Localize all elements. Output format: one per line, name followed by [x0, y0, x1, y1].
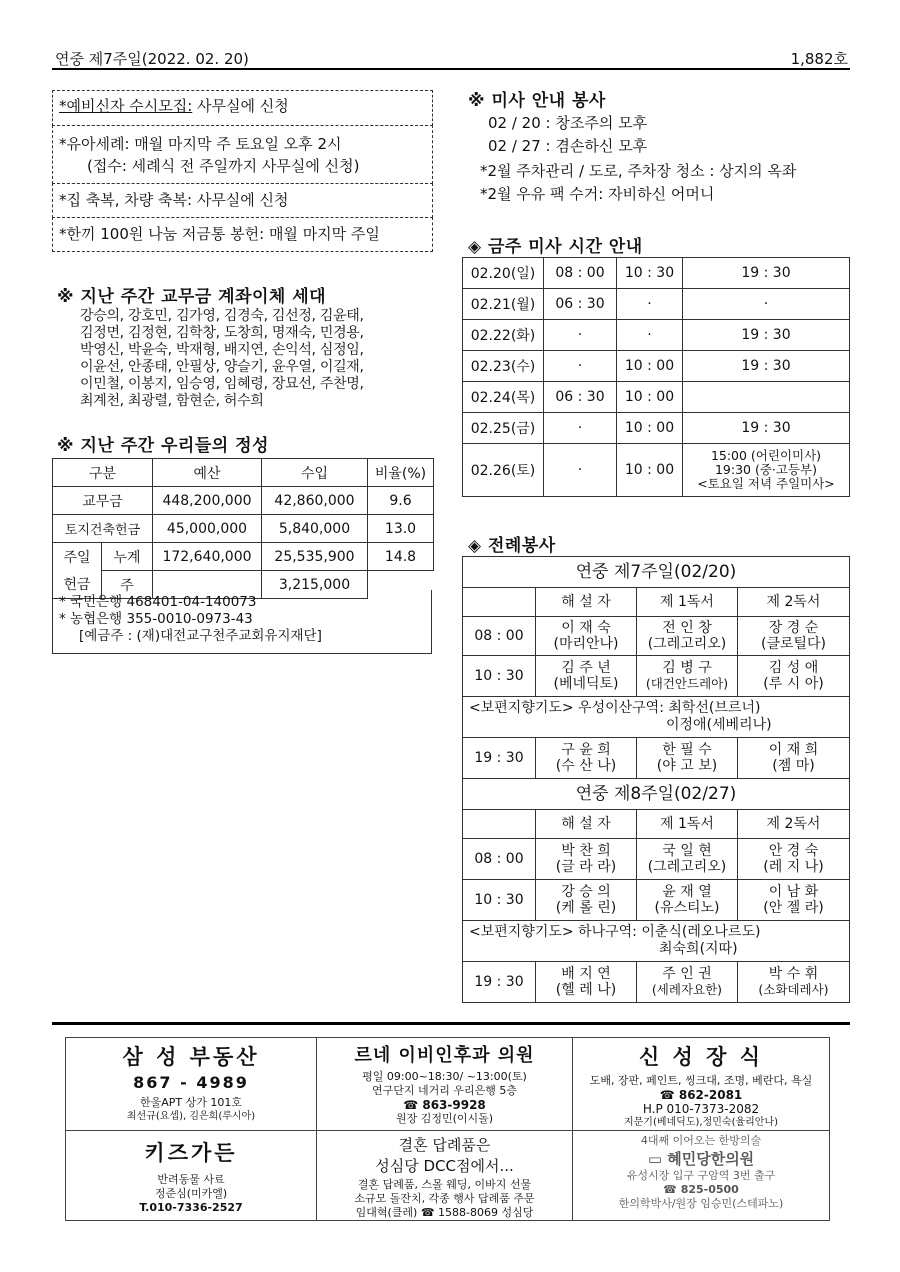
baptismal-name: (젬 마) — [772, 758, 815, 774]
schedule-title: ◈ 금주 미사 시간 안내 — [468, 237, 643, 257]
col-header: 예산 — [153, 459, 262, 487]
commentator-cell — [536, 617, 637, 656]
table-row — [463, 382, 850, 413]
time-cell: · — [617, 289, 683, 320]
baptismal-name: (그레고리오) — [647, 636, 727, 652]
baptismal-name: (야 고 보) — [656, 758, 718, 774]
service-note: *2월 우유 팩 수거: 자비하신 어머니 — [480, 185, 715, 203]
notice-text: (접수: 세례식 전 주일까지 사무실에 신청) — [87, 157, 360, 175]
intercession-line: <보편지향기도> 우성이산구역: 최학선(브르너) — [469, 700, 761, 716]
col-header: 해 설 자 — [536, 588, 637, 617]
ads-grid — [65, 1037, 830, 1221]
row-label: 교무금 — [53, 487, 153, 515]
ad-line: 평일 09:00~18:30/ ~13:00(토) — [362, 1070, 527, 1083]
ad-line: 유성시장 입구 구암역 3번 출구 — [626, 1169, 776, 1182]
table-row — [463, 880, 850, 921]
account-line: * 국민은행 468401-04-140073 — [59, 594, 257, 610]
person-name: 한 필 수 — [662, 742, 712, 758]
week-heading: 연중 제7주일(02/20) — [463, 557, 850, 588]
mass-service-info — [468, 112, 796, 206]
budget-cell: 448,200,000 — [153, 487, 262, 515]
row-sublabel: 누계 — [102, 543, 153, 571]
row-label: 헌금 — [53, 571, 102, 599]
time-cell: 19 : 30 — [683, 320, 850, 351]
ad-phone: ☎ 825-0500 — [663, 1183, 739, 1196]
ad-line: 임대혁(클레) ☎ 1588-8069 성심당 — [355, 1206, 534, 1219]
ad-line: H.P 010-7373-2082 — [642, 1102, 760, 1116]
baptismal-name: (헬 레 나) — [555, 982, 617, 998]
reader2-cell — [738, 839, 850, 880]
time-cell: 06 : 30 — [544, 289, 617, 320]
notice-label: *집 축복, 차량 축복: — [59, 191, 193, 209]
ratio-cell: 9.6 — [368, 487, 434, 515]
income-cell: 25,535,900 — [262, 543, 368, 571]
col-header: 구분 — [53, 459, 153, 487]
date-cell: 02.25(금) — [463, 413, 544, 444]
notice-label: *한끼 100원 나눔 저금통 봉헌: — [59, 225, 265, 243]
time-header — [463, 810, 536, 839]
ad-line: 지문기(베네딕도),정민숙(율리안나) — [623, 1117, 779, 1128]
time-cell: · — [544, 444, 617, 497]
intercession-note — [463, 697, 850, 738]
notice-piggybank — [52, 217, 433, 252]
income-cell: 42,860,000 — [262, 487, 368, 515]
notice-blessing — [52, 183, 433, 218]
ad-line: 소규모 돌잔치, 각종 행사 답례품 주문 — [354, 1192, 535, 1205]
notice-text: 사무실에 신청 — [192, 97, 289, 115]
table-row — [463, 738, 850, 779]
intercession-line: 이정애(세베리나) — [666, 717, 772, 733]
col-header: 제 1독서 — [637, 588, 738, 617]
person-name: 박 찬 희 — [561, 843, 611, 859]
ad-phone: ☎ 863-9928 — [403, 1098, 486, 1112]
person-name: 장 경 순 — [768, 620, 819, 636]
ad-title: 혜민당한의원 — [667, 1150, 755, 1168]
ad-line: 한울APT 상가 101호 — [140, 1096, 242, 1109]
intercession-line: 최숙희(지따) — [659, 941, 738, 957]
ad-line: 원장 김정민(이시돌) — [395, 1112, 494, 1125]
finance-title: ※ 지난 주간 우리들의 정성 — [57, 436, 269, 456]
ad-line: 결혼 답례품, 스몰 웨딩, 이바지 선물 — [357, 1178, 532, 1191]
date-cell: 02.23(수) — [463, 351, 544, 382]
commentator-cell — [536, 962, 637, 1003]
table-row — [53, 543, 434, 571]
time-cell: 19 : 30 — [683, 413, 850, 444]
baptismal-name: (소화데레사) — [758, 982, 829, 997]
time-cell: 19 : 30 — [683, 258, 850, 289]
person-name: 배 지 연 — [561, 966, 611, 982]
ad-kids-garden — [66, 1131, 317, 1221]
ratio-cell: 13.0 — [368, 515, 434, 543]
time-cell: 10 : 30 — [617, 258, 683, 289]
commentator-cell — [536, 656, 637, 697]
time-cell: · — [617, 320, 683, 351]
reader2-cell — [738, 617, 850, 656]
date-cell: 02.22(화) — [463, 320, 544, 351]
budget-cell: 45,000,000 — [153, 515, 262, 543]
baptismal-name: (안 젤 라) — [763, 900, 824, 916]
table-row — [53, 487, 434, 515]
person-name: 김 주 년 — [561, 660, 611, 676]
date-cell: 02.20(일) — [463, 258, 544, 289]
baptismal-name: (루 시 아) — [763, 676, 824, 692]
baptismal-name: (그레고리오) — [647, 859, 727, 875]
reader1-cell — [637, 617, 738, 656]
ad-title: 키즈가든 — [144, 1141, 238, 1165]
ad-line: 최선규(요셉), 김은희(루시아) — [126, 1111, 256, 1122]
ad-title: 르네 이비인후과 의원 — [354, 1045, 535, 1066]
names-line: 김정면, 김정현, 김학창, 도창희, 명재숙, 민경용, — [80, 325, 364, 341]
intercession-note — [463, 921, 850, 962]
ad-line: 4대째 이어오는 한방의술 — [640, 1134, 762, 1147]
transfer-names — [80, 308, 440, 410]
date-cell: 02.26(토) — [463, 444, 544, 497]
service-line: 02 / 20 : 창조주의 모후 — [488, 114, 648, 132]
reader1-cell — [637, 880, 738, 921]
ad-line: 반려동물 사료 — [157, 1173, 225, 1186]
notice-list — [52, 90, 433, 251]
time-cell: 19 : 30 — [683, 351, 850, 382]
time-cell: 08 : 00 — [544, 258, 617, 289]
ad-title: 신 성 장 식 — [638, 1045, 764, 1069]
col-header: 비율(%) — [368, 459, 434, 487]
page-header — [55, 48, 848, 69]
time-cell — [683, 382, 850, 413]
time-cell: 10 : 00 — [617, 351, 683, 382]
table-row — [463, 289, 850, 320]
evening-line: 15:00 (어린이미사) — [710, 448, 822, 463]
issue-date: 연중 제7주일(2022. 02. 20) — [55, 50, 249, 68]
ad-line: 연구단지 네거리 우리은행 5층 — [372, 1084, 517, 1097]
person-name: 이 재 숙 — [561, 620, 611, 636]
reader2-cell — [738, 656, 850, 697]
ad-line: 정준심(미카엘) — [154, 1187, 228, 1200]
ad-phone: ☎ 862-2081 — [659, 1088, 743, 1102]
table-row — [463, 617, 850, 656]
notice-label: *유아세례: — [59, 135, 130, 153]
person-name: 김 병 구 — [662, 660, 712, 676]
date-cell: 02.24(목) — [463, 382, 544, 413]
baptismal-name: (클로틸다) — [760, 636, 827, 652]
account-line: * 농협은행 355-0010-0973-43 — [59, 611, 253, 627]
service-note: *2월 주차관리 / 도로, 주차장 청소 : 상지의 옥좌 — [480, 162, 797, 180]
table-row — [463, 444, 850, 497]
ad-ent-clinic — [317, 1038, 573, 1131]
account-holder: [예금주 : (재)대전교구천주교회유지재단] — [79, 628, 322, 644]
baptismal-name: (글 라 라) — [555, 859, 617, 875]
person-name: 안 경 숙 — [768, 843, 819, 859]
ad-phone: 867 - 4989 — [133, 1073, 249, 1092]
names-line: 이민철, 이봉지, 임승영, 임혜령, 장묘선, 주찬명, — [80, 376, 364, 392]
table-row — [53, 515, 434, 543]
notice-label: *예비신자 수시모집: — [59, 97, 193, 115]
ad-oriental-clinic — [573, 1131, 830, 1221]
reader2-cell — [738, 880, 850, 921]
evening-line: 19:30 (중·고등부) — [714, 462, 818, 477]
col-header: 수입 — [262, 459, 368, 487]
issue-number: 1,882호 — [790, 50, 848, 68]
commentator-cell — [536, 738, 637, 779]
date-cell: 02.21(월) — [463, 289, 544, 320]
ad-interior — [573, 1038, 830, 1131]
time-cell: 06 : 30 — [544, 382, 617, 413]
table-row — [463, 351, 850, 382]
person-name: 주 인 권 — [662, 966, 712, 982]
time-cell: · — [544, 413, 617, 444]
table-row — [463, 656, 850, 697]
reader1-cell — [637, 656, 738, 697]
time-cell: 19 : 30 — [463, 738, 536, 779]
ad-real-estate — [66, 1038, 317, 1131]
time-cell: 08 : 00 — [463, 839, 536, 880]
col-header: 해 설 자 — [536, 810, 637, 839]
table-row — [463, 839, 850, 880]
reader1-cell — [637, 738, 738, 779]
evening-line: <토요일 저녁 주일미사> — [697, 476, 835, 491]
ad-title-row — [573, 1148, 829, 1169]
time-cell: 10 : 00 — [617, 382, 683, 413]
table-row — [463, 258, 850, 289]
notice-infant-baptism — [52, 125, 433, 184]
person-name: 이 남 화 — [768, 884, 819, 900]
liturgy-table — [462, 556, 850, 1003]
commentator-cell — [536, 839, 637, 880]
income-cell: 5,840,000 — [262, 515, 368, 543]
reader2-cell — [738, 738, 850, 779]
transfer-title: ※ 지난 주간 교무금 계좌이체 세대 — [57, 287, 327, 307]
ad-title: 삼 성 부동산 — [122, 1045, 260, 1069]
person-name: 국 일 현 — [662, 843, 712, 859]
time-cell: 10 : 00 — [617, 444, 683, 497]
row-sublabel: 주 — [102, 571, 153, 599]
person-name: 김 성 애 — [768, 660, 819, 676]
notice-catechumen — [52, 90, 433, 126]
baptismal-name: (유스티노) — [654, 900, 720, 916]
finance-table — [52, 458, 434, 599]
names-line: 박영신, 박윤숙, 박재형, 배지연, 손익석, 심정임, — [80, 342, 364, 358]
row-label: 주일 — [53, 543, 102, 571]
clinic-logo-icon: ▭ — [647, 1150, 662, 1168]
time-header — [463, 588, 536, 617]
baptismal-name: (마리안나) — [553, 636, 619, 652]
row-label: 토지건축헌금 — [53, 515, 153, 543]
person-name: 이 재 희 — [768, 742, 819, 758]
notice-text: 사무실에 신청 — [192, 191, 289, 209]
commentator-cell — [536, 880, 637, 921]
baptismal-name: (레 지 나) — [763, 859, 824, 875]
table-row — [463, 962, 850, 1003]
person-name: 강 승 의 — [561, 884, 611, 900]
ad-title: 결혼 답례품은 — [398, 1136, 491, 1154]
table-row — [463, 320, 850, 351]
ad-line: 한의학박사/원장 임승민(스테파노) — [618, 1197, 784, 1210]
person-name: 박 수 휘 — [768, 966, 819, 982]
intercession-line: <보편지향기도> 하나구역: 이춘식(레오나르도) — [469, 924, 761, 940]
service-line: 02 / 27 : 겸손하신 모후 — [488, 137, 648, 155]
reader2-cell — [738, 962, 850, 1003]
ad-line: 도배, 장판, 페인트, 씽크대, 조명, 베란다, 욕실 — [589, 1074, 813, 1087]
liturgy-title: ◈ 전례봉사 — [468, 536, 556, 556]
budget-cell: 172,640,000 — [153, 543, 262, 571]
income-cell: 3,215,000 — [262, 571, 368, 599]
reader1-cell — [637, 962, 738, 1003]
baptismal-name: (수 산 나) — [555, 758, 617, 774]
time-cell: 10 : 30 — [463, 880, 536, 921]
names-line: 이윤선, 안종태, 안필상, 양슬기, 윤우열, 이길재, — [80, 359, 364, 375]
ads-divider — [52, 1022, 850, 1025]
baptismal-name: (케 롤 린) — [555, 900, 617, 916]
time-cell: · — [683, 289, 850, 320]
time-cell: · — [544, 351, 617, 382]
notice-text: 매월 마지막 주 토요일 오후 2시 — [129, 135, 342, 153]
ad-title: 성심당 DCC점에서... — [375, 1157, 514, 1175]
time-cell: · — [544, 320, 617, 351]
names-line: 강승의, 강호민, 김가영, 김경숙, 김선정, 김윤태, — [80, 308, 364, 324]
ad-phone: T.010-7336-2527 — [139, 1201, 243, 1214]
baptismal-name: (베네딕토) — [553, 676, 619, 692]
time-cell: 08 : 00 — [463, 617, 536, 656]
time-cell: 10 : 30 — [463, 656, 536, 697]
col-header: 제 2독서 — [738, 588, 850, 617]
header-divider — [52, 68, 850, 70]
time-cell: 19 : 30 — [463, 962, 536, 1003]
time-cell — [683, 444, 850, 497]
notice-text: 매월 마지막 주일 — [264, 225, 380, 243]
ratio-cell: 14.8 — [368, 543, 434, 571]
bank-accounts — [52, 590, 432, 654]
reader1-cell — [637, 839, 738, 880]
names-line: 최계천, 최광렬, 함현순, 허수희 — [80, 393, 264, 409]
mass-schedule-table — [462, 257, 850, 497]
mass-service-title: ※ 미사 안내 봉사 — [468, 91, 606, 111]
ad-bakery — [317, 1131, 573, 1221]
time-cell: 10 : 00 — [617, 413, 683, 444]
table-row — [463, 413, 850, 444]
person-name: 전 인 창 — [662, 620, 712, 636]
baptismal-name: (세례자요한) — [651, 982, 723, 997]
person-name: 윤 재 열 — [662, 884, 712, 900]
person-name: 구 윤 희 — [561, 742, 611, 758]
col-header: 제 1독서 — [637, 810, 738, 839]
baptismal-name: (대건안드레아) — [645, 676, 729, 691]
week-heading: 연중 제8주일(02/27) — [463, 779, 850, 810]
col-header: 제 2독서 — [738, 810, 850, 839]
